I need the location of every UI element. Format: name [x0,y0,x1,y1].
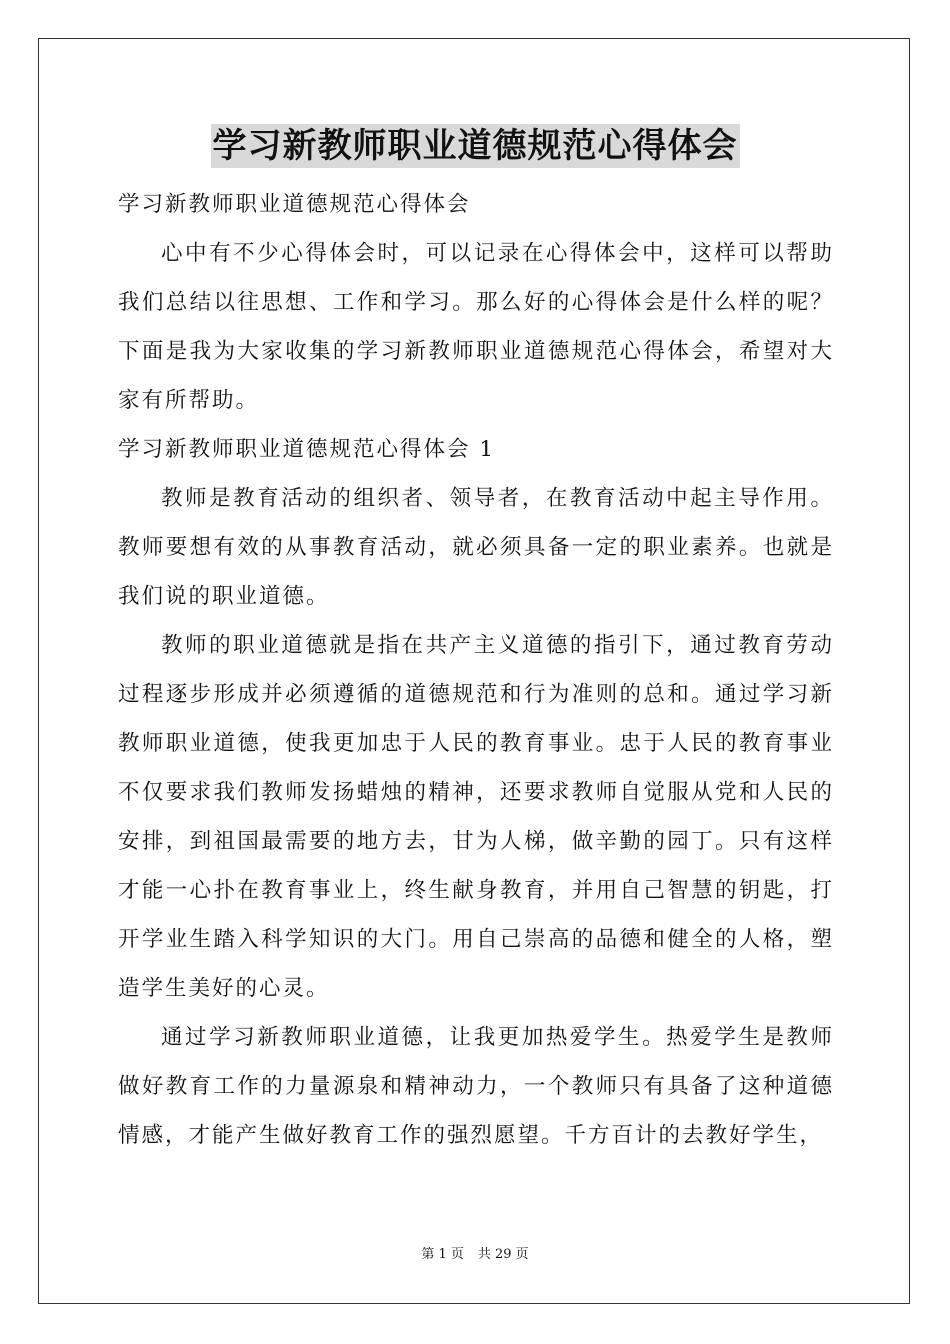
paragraph-heading: 学习新教师职业道德规范心得体会 [118,192,471,217]
paragraph: 教师是教育活动的组织者、领导者，在教育活动中起主导作用。教师要想有效的从事教育活动，就必须具备一定的职业素养。也就是我们说的职业道德。 [118,486,834,609]
page-count: 共 29 页 [477,1247,529,1262]
section-heading: 学习新教师职业道德规范心得体会 1 [118,437,496,462]
document-body [118,180,834,1160]
page-number: 第 1 页 [421,1247,464,1262]
document-title: 学习新教师职业道德规范心得体会 [212,126,738,166]
paragraph: 心中有不少心得体会时，可以记录在心得体会中，这样可以帮助我们总结以往思想、工作和学习。那么好的心得体会是什么样的呢？下面是我为大家收集的学习新教师职业道德规范心得体会，希望对大家有所帮助。 [118,241,834,413]
paragraph: 教师的职业道德就是指在共产主义道德的指引下，通过教育劳动过程逐步形成并必须遵循的道德规范和行为准则的总和。通过学习新教师职业道德，使我更加忠于人民的教育事业。忠于人民的教育事业不仅要求我们教师发扬蜡烛的精神，还要求教师自觉服从党和人民的安排，到祖国最需要的地方去，甘为人梯，做辛勤的园丁。只有这样才能一心扑在教育事业上，终生献身教育，并用自己智慧的钥匙，打开学业生踏入科学知识的大门。用自己崇高的品德和健全的人格，塑造学生美好的心灵。 [118,633,834,1001]
title-container [0,124,950,168]
paragraph: 通过学习新教师职业道德，让我更加热爱学生。热爱学生是教师做好教育工作的力量源泉和精神动力，一个教师只有具备了这种道德情感，才能产生做好教育工作的强烈愿望。千方百计的去教好学生， [118,1025,834,1148]
page-footer [0,1246,950,1264]
